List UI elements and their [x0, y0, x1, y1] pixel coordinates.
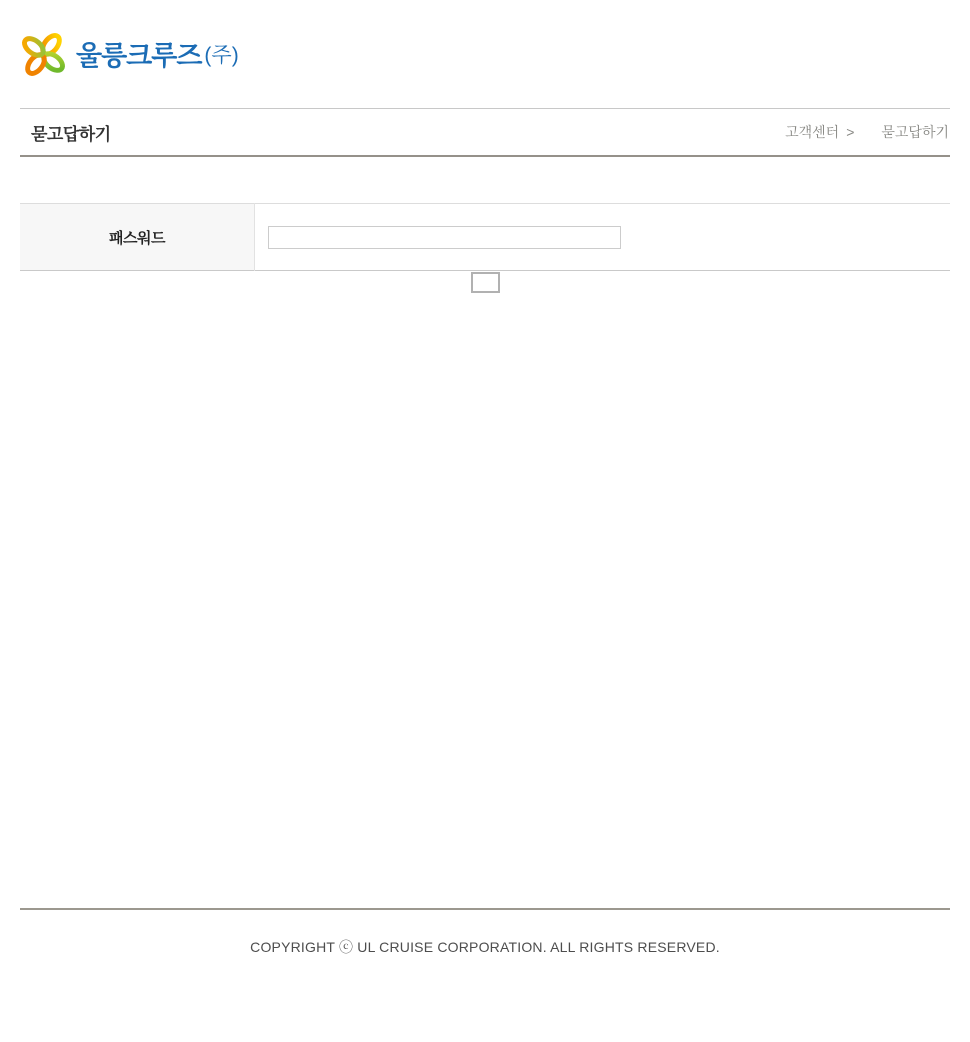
logo-text: [76, 34, 239, 73]
password-input-cell: [255, 204, 951, 271]
brand-suffix: (주): [204, 43, 239, 67]
password-check-section: [20, 203, 950, 293]
breadcrumb-separator: >: [846, 124, 855, 140]
confirm-button[interactable]: [471, 272, 500, 293]
site-footer: [0, 908, 970, 957]
pinwheel-flower-icon: [20, 28, 67, 79]
site-header: [20, 0, 950, 76]
table-row: [20, 204, 950, 271]
password-label-cell: 패스워드: [20, 204, 255, 271]
breadcrumb-current-page: 묻고답하기: [881, 124, 949, 140]
password-form-table: [20, 203, 950, 271]
breadcrumb: [785, 122, 950, 142]
breadcrumb-customer-center[interactable]: 고객센터: [785, 124, 840, 140]
page-title: 묻고답하기: [31, 124, 111, 144]
brand-name: 울릉크루즈: [76, 41, 202, 71]
password-input[interactable]: [268, 226, 621, 249]
copyright-text: COPYRIGHT ⓒ UL CRUISE CORPORATION. ALL RIGHTS RESERVED.: [250, 939, 720, 955]
logo[interactable]: [20, 28, 239, 79]
page-header-bar: [20, 108, 950, 157]
